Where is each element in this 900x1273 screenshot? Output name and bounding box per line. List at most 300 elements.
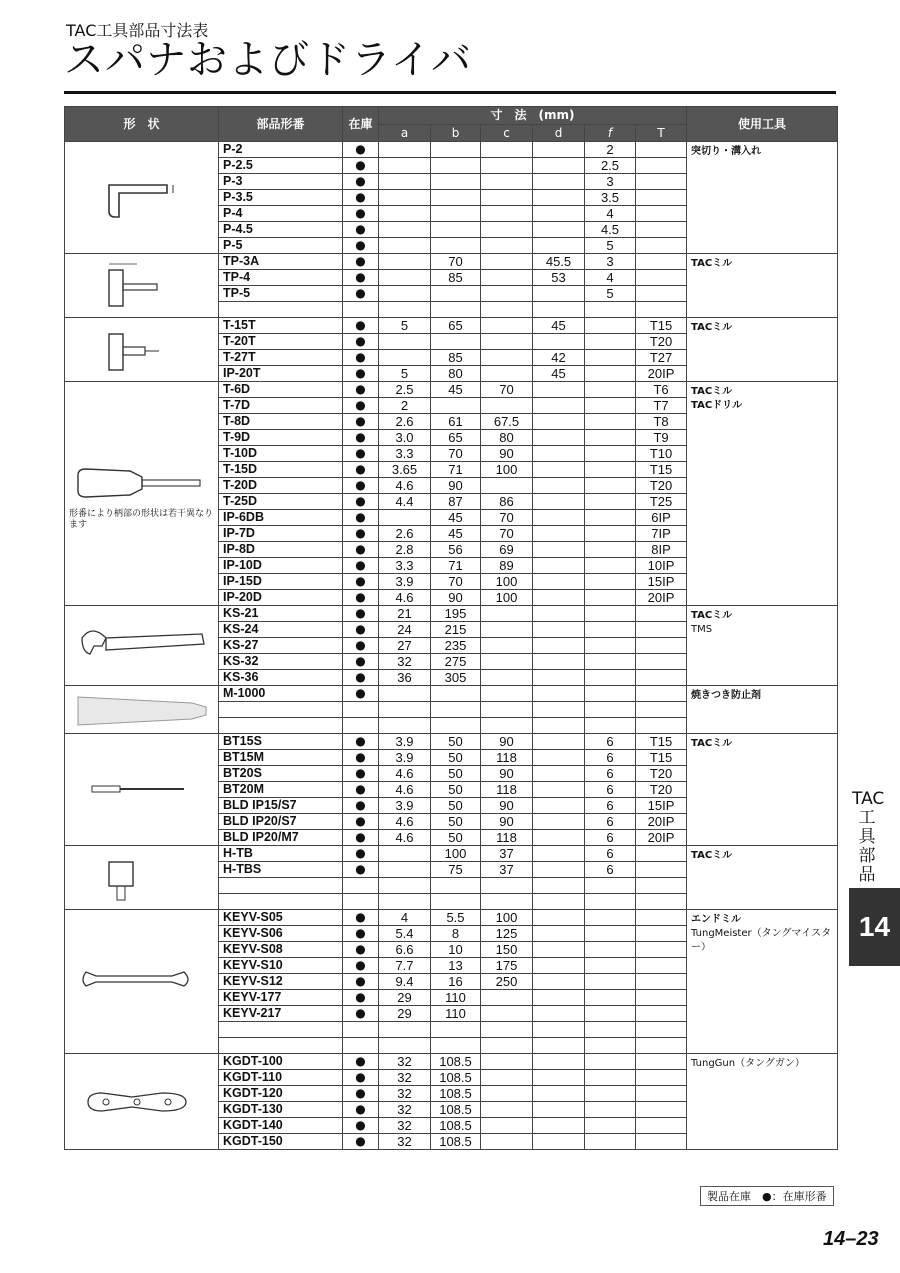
- dimension-cell: [585, 974, 636, 990]
- dimension-cell: 110: [431, 1006, 481, 1022]
- dimension-cell: 3.3: [379, 558, 431, 574]
- stock-mark: ●: [343, 382, 379, 398]
- dimension-cell: [431, 1022, 481, 1038]
- dimension-cell: 2.5: [379, 382, 431, 398]
- dimension-cell: [379, 158, 431, 174]
- dimension-cell: 15IP: [636, 798, 687, 814]
- dimension-cell: [533, 798, 585, 814]
- dimension-cell: 100: [481, 590, 533, 606]
- dimension-cell: [585, 1086, 636, 1102]
- dimension-cell: 6: [585, 734, 636, 750]
- dimension-cell: [636, 1038, 687, 1054]
- dimension-cell: [481, 1134, 533, 1150]
- dimension-cell: [585, 350, 636, 366]
- dimension-cell: 4: [585, 270, 636, 286]
- dimension-cell: [379, 270, 431, 286]
- dimension-cell: [585, 1006, 636, 1022]
- tool-cell: [687, 606, 838, 686]
- dimension-cell: 6: [585, 862, 636, 878]
- stock-mark: ●: [343, 910, 379, 926]
- part-number: KGDT-130: [219, 1102, 343, 1118]
- dimension-cell: [585, 622, 636, 638]
- dimension-cell: 6.6: [379, 942, 431, 958]
- dimension-cell: [431, 222, 481, 238]
- part-number: [219, 1038, 343, 1054]
- dimension-cell: [481, 638, 533, 654]
- tool-name: TACミル: [691, 258, 733, 269]
- dimension-cell: [585, 990, 636, 1006]
- dimension-cell: [636, 238, 687, 254]
- dimension-cell: [533, 1118, 585, 1134]
- dimension-cell: [481, 718, 533, 734]
- dimension-cell: [585, 894, 636, 910]
- dimension-cell: [585, 878, 636, 894]
- dimension-cell: [481, 398, 533, 414]
- dimension-cell: [431, 894, 481, 910]
- stock-mark: ●: [343, 1054, 379, 1070]
- dimension-cell: [533, 878, 585, 894]
- dimension-cell: 27: [379, 638, 431, 654]
- shape-illustration: [65, 686, 219, 734]
- dimension-cell: [585, 542, 636, 558]
- dimension-cell: T20: [636, 478, 687, 494]
- dimension-cell: 61: [431, 414, 481, 430]
- dimension-cell: 45: [431, 510, 481, 526]
- stock-mark: ●: [343, 734, 379, 750]
- dimension-cell: [533, 478, 585, 494]
- dimension-cell: [481, 990, 533, 1006]
- dimension-cell: [636, 654, 687, 670]
- dimension-cell: 56: [431, 542, 481, 558]
- dimension-cell: [636, 158, 687, 174]
- dimension-cell: 37: [481, 862, 533, 878]
- dimension-cell: 2.6: [379, 526, 431, 542]
- dimension-cell: 32: [379, 1054, 431, 1070]
- dimension-cell: [636, 1006, 687, 1022]
- stock-mark: ●: [343, 670, 379, 686]
- dimension-cell: 3.0: [379, 430, 431, 446]
- dimension-cell: [533, 990, 585, 1006]
- dimension-cell: [585, 318, 636, 334]
- dimension-cell: [533, 606, 585, 622]
- dimension-cell: [585, 510, 636, 526]
- dimension-cell: [533, 638, 585, 654]
- dimension-cell: [585, 574, 636, 590]
- dimension-cell: [636, 1102, 687, 1118]
- dimension-cell: [636, 1134, 687, 1150]
- dimension-cell: [636, 702, 687, 718]
- table-row: [65, 254, 838, 270]
- dimension-cell: 4.5: [585, 222, 636, 238]
- dimension-cell: 37: [481, 846, 533, 862]
- dimension-cell: [533, 894, 585, 910]
- dimension-cell: [533, 1070, 585, 1086]
- dimension-cell: [431, 702, 481, 718]
- dimension-cell: T10: [636, 446, 687, 462]
- dimension-cell: [585, 638, 636, 654]
- dimension-cell: [533, 766, 585, 782]
- dimension-cell: [533, 1086, 585, 1102]
- dimension-cell: [481, 142, 533, 158]
- dimension-cell: [533, 974, 585, 990]
- part-number: T-15T: [219, 318, 343, 334]
- dimension-cell: [481, 1070, 533, 1086]
- dimension-cell: [533, 334, 585, 350]
- stock-mark: ●: [343, 414, 379, 430]
- dimension-cell: [481, 174, 533, 190]
- dimension-cell: 3.9: [379, 750, 431, 766]
- dimension-cell: 108.5: [431, 1054, 481, 1070]
- dimension-cell: [481, 1038, 533, 1054]
- dimension-cell: [533, 830, 585, 846]
- stock-mark: ●: [343, 142, 379, 158]
- tool-name-secondary: TACドリル: [691, 400, 743, 411]
- dimension-cell: [585, 398, 636, 414]
- stock-mark: ●: [343, 926, 379, 942]
- table-row: [65, 686, 838, 702]
- dimension-cell: [636, 286, 687, 302]
- dimension-cell: 7.7: [379, 958, 431, 974]
- dimension-cell: [431, 302, 481, 318]
- dimension-cell: [379, 1038, 431, 1054]
- dimension-cell: [585, 302, 636, 318]
- tool-name-secondary: TungGun（タングガン）: [691, 1058, 805, 1069]
- dimension-cell: [636, 606, 687, 622]
- dimension-cell: 108.5: [431, 1118, 481, 1134]
- part-number: [219, 702, 343, 718]
- tool-cell: [687, 846, 838, 910]
- dimension-cell: [481, 478, 533, 494]
- dimension-cell: [636, 958, 687, 974]
- part-number: BLD IP15/S7: [219, 798, 343, 814]
- dimension-cell: T7: [636, 398, 687, 414]
- part-number: KEYV-177: [219, 990, 343, 1006]
- part-number: KEYV-217: [219, 1006, 343, 1022]
- stock-mark: [343, 702, 379, 718]
- dimension-cell: 70: [481, 510, 533, 526]
- col-header-T: T: [636, 125, 687, 142]
- dimension-cell: [636, 622, 687, 638]
- dimension-cell: [585, 958, 636, 974]
- stock-mark: ●: [343, 1006, 379, 1022]
- part-number: KEYV-S12: [219, 974, 343, 990]
- dimension-cell: [379, 334, 431, 350]
- dimension-cell: [533, 430, 585, 446]
- part-number: T-9D: [219, 430, 343, 446]
- part-number: KGDT-110: [219, 1070, 343, 1086]
- dimension-cell: [481, 702, 533, 718]
- part-number: P-2.5: [219, 158, 343, 174]
- dimension-cell: 7IP: [636, 526, 687, 542]
- stock-mark: ●: [343, 1102, 379, 1118]
- dimension-cell: [585, 686, 636, 702]
- dimension-cell: 32: [379, 1070, 431, 1086]
- dimension-cell: [533, 526, 585, 542]
- part-number: T-6D: [219, 382, 343, 398]
- dimension-cell: 6IP: [636, 510, 687, 526]
- dimension-cell: [379, 190, 431, 206]
- stock-mark: ●: [343, 766, 379, 782]
- dimension-cell: 4.6: [379, 478, 431, 494]
- stock-mark: ●: [343, 654, 379, 670]
- dimension-cell: [533, 446, 585, 462]
- dimension-cell: [533, 382, 585, 398]
- part-number: T-27T: [219, 350, 343, 366]
- dimension-cell: [481, 878, 533, 894]
- chapter-tab[interactable]: [849, 888, 900, 966]
- stock-mark: ●: [343, 846, 379, 862]
- tool-cell: [687, 254, 838, 318]
- dimension-cell: [431, 174, 481, 190]
- part-number: [219, 894, 343, 910]
- stock-mark: ●: [343, 318, 379, 334]
- tool-cell: [687, 734, 838, 846]
- dimension-cell: [533, 862, 585, 878]
- dimension-cell: [533, 462, 585, 478]
- dimension-cell: [431, 686, 481, 702]
- part-number: T-15D: [219, 462, 343, 478]
- page-subtitle: TAC工具部品寸法表: [66, 21, 209, 40]
- dimension-cell: 50: [431, 766, 481, 782]
- dimension-cell: [379, 894, 431, 910]
- dimension-cell: [533, 494, 585, 510]
- part-number: [219, 878, 343, 894]
- part-number: M-1000: [219, 686, 343, 702]
- stock-mark: ●: [343, 494, 379, 510]
- stock-mark: ●: [343, 1086, 379, 1102]
- dimension-cell: [533, 1054, 585, 1070]
- dimension-cell: 70: [431, 446, 481, 462]
- stock-mark: ●: [343, 686, 379, 702]
- part-number: IP-8D: [219, 542, 343, 558]
- stock-mark: ●: [343, 942, 379, 958]
- part-number: BLD IP20/S7: [219, 814, 343, 830]
- shape-illustration: [65, 382, 219, 606]
- dimension-cell: [481, 238, 533, 254]
- dimension-cell: 80: [481, 430, 533, 446]
- table-row: [65, 606, 838, 622]
- dimension-cell: 275: [431, 654, 481, 670]
- dimension-cell: [379, 238, 431, 254]
- dimension-cell: [636, 910, 687, 926]
- tool-cell: [687, 382, 838, 606]
- dimension-cell: [585, 494, 636, 510]
- dimension-cell: [481, 1022, 533, 1038]
- stock-mark: ●: [343, 238, 379, 254]
- dimension-cell: 50: [431, 750, 481, 766]
- dimension-cell: [636, 302, 687, 318]
- dimension-cell: [636, 222, 687, 238]
- col-header-dims: 寸 法 (mm): [379, 107, 687, 125]
- shape-illustration: [65, 318, 219, 382]
- dimension-cell: [533, 1006, 585, 1022]
- part-number: KEYV-S08: [219, 942, 343, 958]
- dimension-cell: [533, 702, 585, 718]
- part-number: P-3: [219, 174, 343, 190]
- dimension-cell: [533, 654, 585, 670]
- dimension-cell: 15IP: [636, 574, 687, 590]
- col-header-part: 部品形番: [219, 107, 343, 142]
- dimension-cell: [636, 990, 687, 1006]
- dimension-cell: T20: [636, 766, 687, 782]
- part-number: BT20S: [219, 766, 343, 782]
- dimension-cell: [533, 174, 585, 190]
- dimension-cell: [533, 222, 585, 238]
- dimension-cell: [533, 142, 585, 158]
- dimension-cell: 32: [379, 654, 431, 670]
- dimension-cell: 65: [431, 430, 481, 446]
- dimension-cell: T20: [636, 782, 687, 798]
- dimension-cell: [533, 206, 585, 222]
- dimension-cell: 71: [431, 558, 481, 574]
- dimension-cell: [379, 206, 431, 222]
- dimension-cell: 2: [379, 398, 431, 414]
- dimension-cell: 50: [431, 782, 481, 798]
- table-row: [65, 142, 838, 158]
- part-number: T-7D: [219, 398, 343, 414]
- dimension-cell: 70: [431, 254, 481, 270]
- stock-mark: ●: [343, 958, 379, 974]
- part-number: KS-24: [219, 622, 343, 638]
- stock-legend: 製品在庫 ●：在庫形番: [700, 1186, 834, 1206]
- stock-mark: ●: [343, 574, 379, 590]
- dimension-cell: [481, 206, 533, 222]
- dimension-cell: [585, 942, 636, 958]
- table-row: [65, 734, 838, 750]
- dimension-cell: [379, 686, 431, 702]
- dimension-cell: T27: [636, 350, 687, 366]
- dimension-cell: [585, 654, 636, 670]
- dimension-cell: T6: [636, 382, 687, 398]
- dimension-cell: 32: [379, 1134, 431, 1150]
- dimension-cell: [533, 1134, 585, 1150]
- part-number: T-8D: [219, 414, 343, 430]
- dimension-cell: [585, 670, 636, 686]
- dimension-cell: 85: [431, 270, 481, 286]
- dimension-cell: [636, 1086, 687, 1102]
- dimension-cell: 45: [533, 366, 585, 382]
- stock-mark: ●: [343, 350, 379, 366]
- dimension-cell: 90: [481, 446, 533, 462]
- dimension-cell: [585, 334, 636, 350]
- stock-mark: ●: [343, 462, 379, 478]
- dimension-cell: 24: [379, 622, 431, 638]
- dimension-cell: 20IP: [636, 590, 687, 606]
- part-number: KS-36: [219, 670, 343, 686]
- part-number: T-10D: [219, 446, 343, 462]
- dimension-cell: [379, 142, 431, 158]
- dimension-cell: [379, 350, 431, 366]
- dimension-cell: [379, 174, 431, 190]
- tool-name: TACミル: [691, 610, 733, 621]
- shape-illustration: [65, 254, 219, 318]
- dimension-cell: [636, 1118, 687, 1134]
- dimension-cell: [636, 142, 687, 158]
- stock-mark: ●: [343, 606, 379, 622]
- stock-mark: ●: [343, 222, 379, 238]
- dimension-cell: [585, 414, 636, 430]
- dimension-cell: [533, 398, 585, 414]
- dimension-cell: 20IP: [636, 814, 687, 830]
- dimension-cell: [481, 350, 533, 366]
- dimension-cell: 305: [431, 670, 481, 686]
- dimension-cell: 20IP: [636, 366, 687, 382]
- part-number: BLD IP20/M7: [219, 830, 343, 846]
- tool-name: TACミル: [691, 322, 733, 333]
- dimension-cell: [585, 462, 636, 478]
- dimension-cell: 50: [431, 814, 481, 830]
- dimension-cell: [431, 142, 481, 158]
- shape-illustration: [65, 910, 219, 1054]
- stock-mark: ●: [343, 798, 379, 814]
- dimension-cell: T20: [636, 334, 687, 350]
- dimension-cell: [636, 846, 687, 862]
- dimension-cell: 4.6: [379, 814, 431, 830]
- col-header-b: b: [431, 125, 481, 142]
- dimension-cell: [585, 606, 636, 622]
- dimension-cell: 8IP: [636, 542, 687, 558]
- stock-mark: ●: [343, 974, 379, 990]
- dimension-cell: [585, 1134, 636, 1150]
- dimension-cell: [636, 1054, 687, 1070]
- stock-mark: [343, 718, 379, 734]
- dimension-cell: 71: [431, 462, 481, 478]
- dimension-cell: [636, 894, 687, 910]
- stock-mark: ●: [343, 286, 379, 302]
- dimension-cell: [379, 222, 431, 238]
- dimension-cell: 13: [431, 958, 481, 974]
- dimension-cell: [533, 1038, 585, 1054]
- shape-illustration: [65, 1054, 219, 1150]
- dimension-cell: 150: [481, 942, 533, 958]
- dimension-cell: [533, 542, 585, 558]
- dimension-cell: 2: [585, 142, 636, 158]
- tool-name-secondary: TMS: [691, 624, 713, 635]
- dimension-cell: 42: [533, 350, 585, 366]
- dimension-cell: [533, 1022, 585, 1038]
- part-number: KS-32: [219, 654, 343, 670]
- dimension-cell: 89: [481, 558, 533, 574]
- part-number: [219, 1022, 343, 1038]
- part-number: P-2: [219, 142, 343, 158]
- part-number: KS-27: [219, 638, 343, 654]
- dimension-cell: [585, 1038, 636, 1054]
- dimension-cell: [533, 622, 585, 638]
- part-number: BT15M: [219, 750, 343, 766]
- dimension-table: [64, 106, 838, 1150]
- dimension-cell: 86: [481, 494, 533, 510]
- dimension-cell: 125: [481, 926, 533, 942]
- dimension-cell: [379, 702, 431, 718]
- dimension-cell: [585, 366, 636, 382]
- part-number: IP-20T: [219, 366, 343, 382]
- part-number: IP-10D: [219, 558, 343, 574]
- dimension-cell: [585, 718, 636, 734]
- dimension-cell: 29: [379, 990, 431, 1006]
- stock-mark: ●: [343, 254, 379, 270]
- stock-mark: ●: [343, 638, 379, 654]
- dimension-cell: 4: [379, 910, 431, 926]
- part-number: TP-3A: [219, 254, 343, 270]
- table-row: [65, 318, 838, 334]
- dimension-cell: [636, 1022, 687, 1038]
- dimension-cell: 50: [431, 830, 481, 846]
- part-number: P-5: [219, 238, 343, 254]
- dimension-cell: 36: [379, 670, 431, 686]
- part-number: [219, 302, 343, 318]
- part-number: BT15S: [219, 734, 343, 750]
- dimension-cell: [585, 430, 636, 446]
